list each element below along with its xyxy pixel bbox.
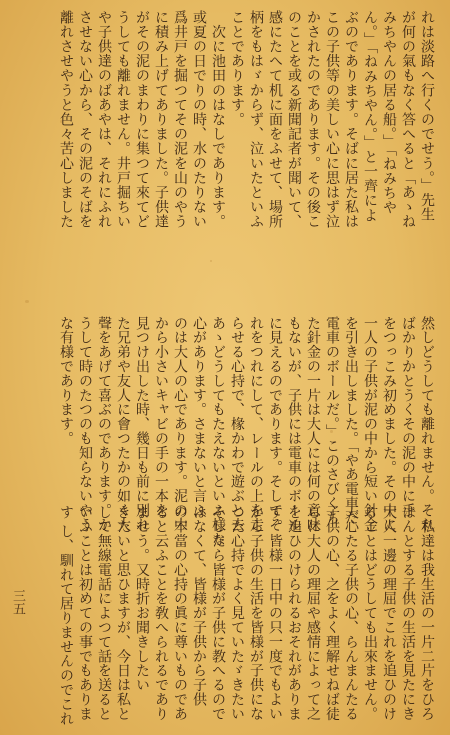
paper-speck bbox=[25, 300, 29, 303]
text-block-middle: 然しどうしても離れません。それ ばかりかとうくその泥の中に手 をつっこみ初めました。その中に 一人の子供が泥の中から短い針金 を引き出しました。「やあ電車だ 電車のボールだ。」このさびくち た針金の一片は大人には何の意味 もないが、子供には電車のボール に見えるのであります。そしてそ れをつれにして、レールの上を走 らせる心持で、椽かわで遊ぶと去 あゝどうしてもたえないといふ様な 心があります。さまないと言ふ のは大人の心であります。泥の中 から小さいキャビの手の一本を 見つけ出した時、幾日も前に別れ た兄弟や友人に會つたかの如く大 聲をあげて喜ぶのであります。か うして時のたつのも知らないやう な有様であります。 bbox=[58, 316, 435, 547]
text-block-top: れは淡路へ行くのでせう。」先生 が何の氣もなく答へると「あゝね みちやんの居る船。」「ねみちや ん。」「ねみちやん。」と一齊によ ぶのであります。そばに居た私は この子供等の美しい心に思はず泣 かされたのであります。その後こ のことを或る新聞記者が聞いて、 感にたへて机に面をふせて、場所 柄をもはゞからず、泣いたといふ ことであります。 次に池田のはなしであります。 或夏の日でりの時、水のたりない 爲井戸を掘つてその泥を山のやう に積み上げてありました。子供達 がその泥のまわりに集つて來てど うしても離れません。井戸掘ちい や子供達のばあやは、それにふれ させない心から、その泥のそばを 離れさせやうと色々苦心しました bbox=[58, 10, 435, 229]
text-block-bottom: 私達は我生活の一片二片をひろ はんとする子供の生活を見たにき 大人一邊の理屈でこれを追ひのけ ることはどうしても出來ません。 天心たる子供の心、らんまんたる 子供の心、之をよく理解せねば徒 らに大人の理屈や感情によって之 を追ひのけられるおそれがありま す。皆様一日中の只一度でもよい から子供の生活を皆様が子供にな つた心持でよく見ていたゞきたい そしたら皆様が子供に教へるので はなくて、皆様が子供から子供 の本當の心持の眞に尊いものであ ると云ふことを敎へられるであり ませう。又時折お聞きしたい きたいと思ひますが、今日は私と して無線電話によつて話を送ると いふことは初めての事でもありま す し、馴れて居りませんのでこれ bbox=[58, 505, 435, 726]
page-number: 三五 bbox=[10, 589, 25, 615]
